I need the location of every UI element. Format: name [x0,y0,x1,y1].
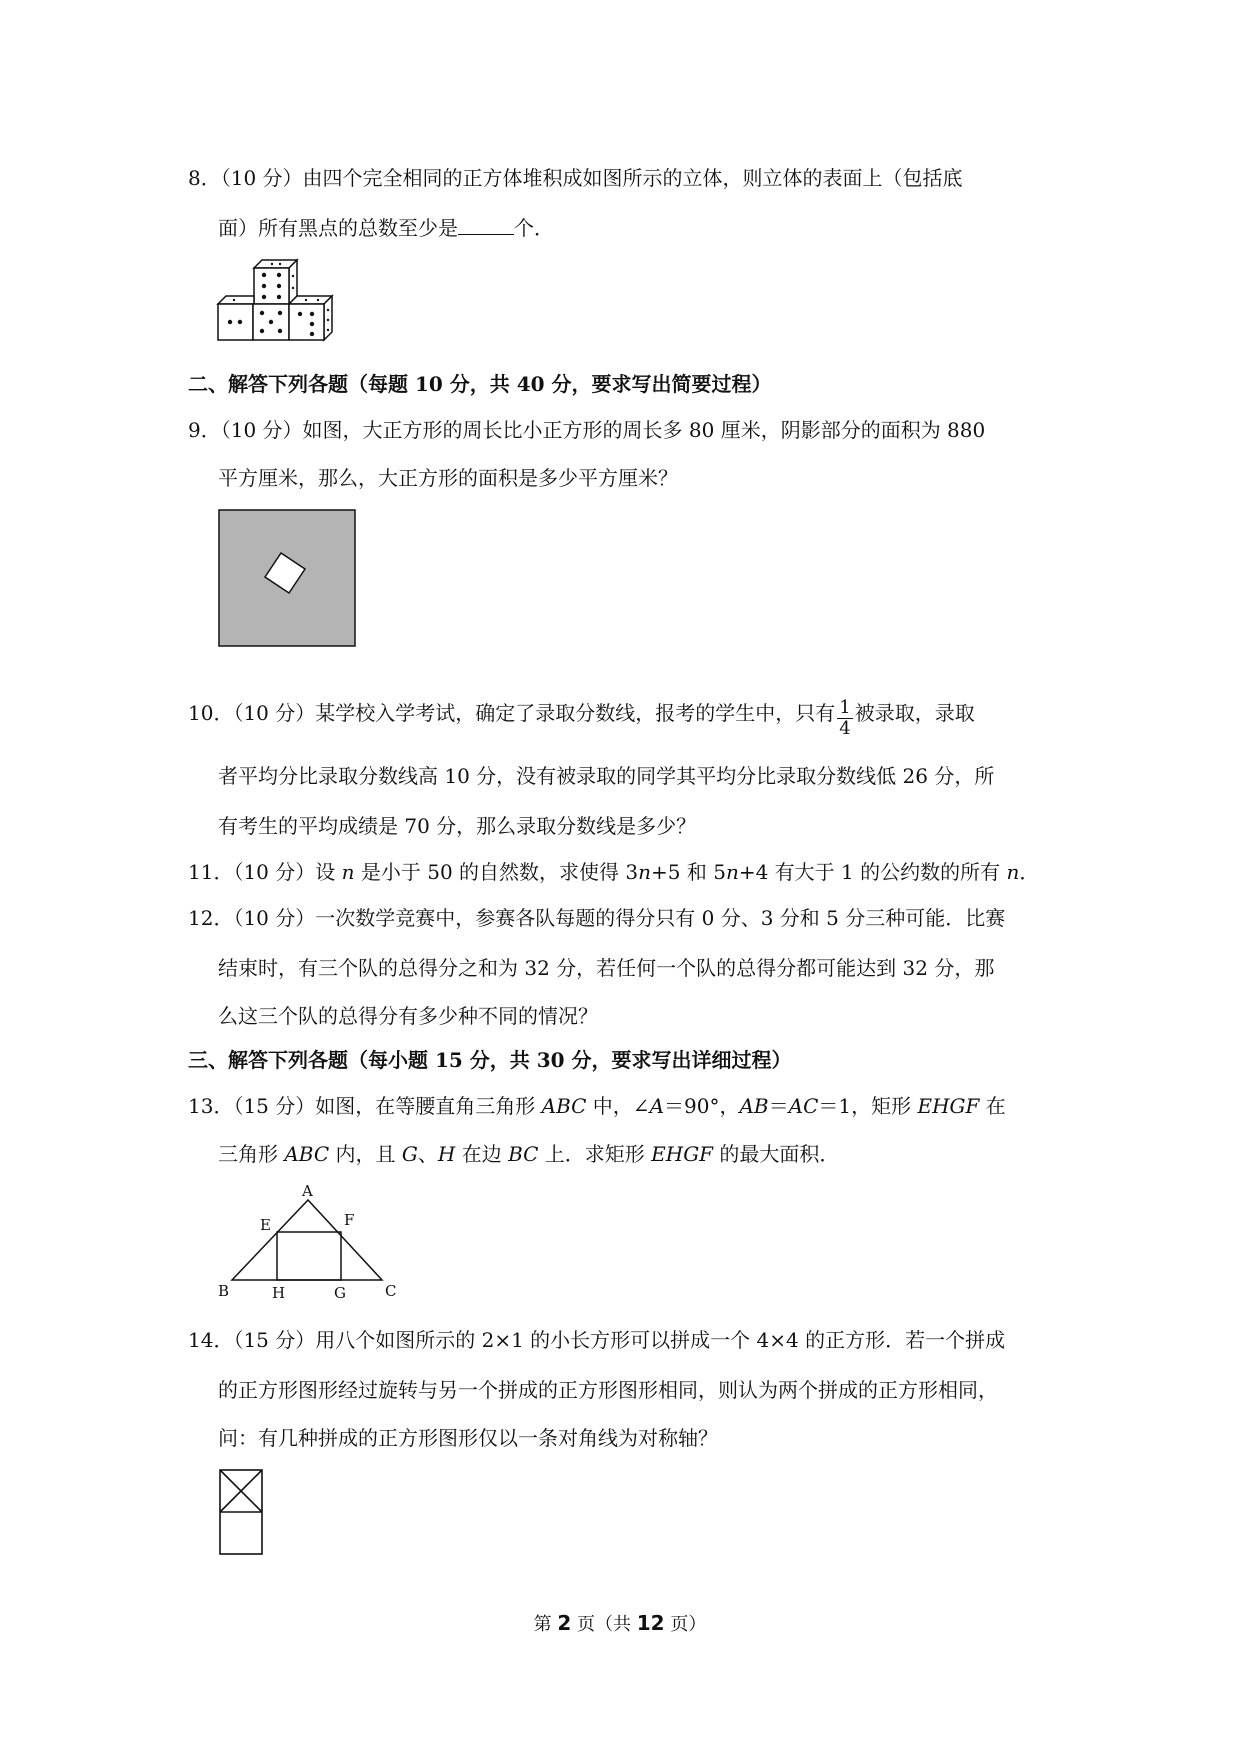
q11-text: +4 有大于 1 的公约数的所有 [738,860,1007,884]
q8-line2 [218,214,554,242]
q12-line3: 么这三个队的总得分有多少种不同的情况？ [218,1004,598,1028]
q13-text: ＝90°， [664,1094,740,1118]
q8-text-2: 面）所有黑点的总数至少是 [218,216,458,240]
var-ac: AC [788,1094,819,1118]
q13-text: 在 [979,1094,1006,1118]
var-g: G [401,1142,418,1166]
q13-line1 [188,1092,1006,1120]
domino-figure [218,1468,266,1558]
label-b: B [218,1282,230,1300]
q12-text: （10 分）一次数学竞赛中，参赛各队每题的得分只有 0 分、3 分和 5 分三种可能．比赛 [233,906,1006,930]
triangle-rectangle-figure [210,1180,410,1300]
triangle-abc [232,1200,382,1280]
label-e: E [260,1216,271,1234]
q13-text: 三角形 [218,1142,285,1166]
var-n: n [341,860,355,884]
section-3-heading: 三、解答下列各题（每小题 15 分，共 30 分，要求写出详细过程） [188,1048,792,1072]
page-footer [0,1610,1240,1636]
footer-text: 页（共 [571,1614,637,1635]
q10-line3: 有考生的平均成绩是 70 分，那么录取分数线是多少？ [218,814,697,838]
q14-number: 14． [188,1328,234,1352]
fraction-denominator: 4 [839,718,851,739]
label-c: C [385,1282,397,1300]
footer-text: 第 [533,1614,558,1635]
q13-text: （15 分）如图，在等腰直角三角形 [233,1094,542,1118]
q12-number: 12． [188,906,234,930]
q10-line1 [188,694,975,739]
label-a: A [302,1182,313,1200]
q9-text: （10 分）如图，大正方形的周长比小正方形的周长多 80 厘米，阴影部分的面积为 880 [220,418,986,442]
rectangle-ehgf [277,1232,341,1280]
q13-text: 在边 [455,1142,509,1166]
label-h: H [272,1284,286,1300]
var-bc: BC [508,1142,539,1166]
var-n: n [1006,860,1020,884]
q12-line2: 结束时，有三个队的总得分之和为 32 分，若任何一个队的总得分都可能达到 32 分，那 [218,956,995,980]
fraction [837,698,852,739]
q14-line3: 问：有几种拼成的正方形图形仅以一条对角线为对称轴？ [218,1426,718,1450]
q9-line2: 平方厘米，那么，大正方形的面积是多少平方厘米？ [218,466,678,490]
var-n: n [638,860,652,884]
q13-text: ＝ [768,1094,789,1118]
q13-text: 中，∠ [586,1094,650,1118]
q10-number: 10． [188,701,234,725]
var-h: H [437,1142,456,1166]
q13-text: ＝1，矩形 [818,1094,918,1118]
footer-text: 页） [664,1614,707,1635]
page-number: 2 [557,1611,572,1635]
var-a: A [649,1094,665,1118]
q8-text-3: 个． [514,216,554,240]
q8-text: （10 分）由四个完全相同的正方体堆积成如图所示的立体，则立体的表面上（包括底 [220,166,963,190]
q11-line1 [188,858,1039,886]
var-n: n [725,860,739,884]
q9-line1 [188,416,985,444]
q13-text: 、 [417,1142,438,1166]
q13-line2 [218,1140,839,1168]
q8-number: 8． [188,166,221,190]
squares-figure [218,509,358,649]
q10-text-2: 被录取，录取 [854,701,975,725]
q13-text: 上．求矩形 [538,1142,652,1166]
q10-line2: 者平均分比录取分数线高 10 分，没有被录取的同学其平均分比录取分数线低 26 分，所 [218,764,995,788]
q11-text: ． [1019,860,1040,884]
q14-line1 [188,1326,1005,1354]
var-abc: ABC [284,1142,330,1166]
q14-line2: 的正方形图形经过旋转与另一个拼成的正方形图形相同，则认为两个拼成的正方形相同， [218,1378,998,1402]
q11-number: 11． [188,860,234,884]
q12-line1 [188,904,1005,932]
q14-text: （15 分）用八个如图所示的 2×1 的小长方形可以拼成一个 4×4 的正方形．若一个拼成 [233,1328,1006,1352]
fraction-numerator: 1 [839,697,851,718]
answer-blank [458,214,514,235]
label-f: F [344,1211,355,1229]
q9-number: 9． [188,418,221,442]
var-abc: ABC [541,1094,587,1118]
q10-text: （10 分）某学校入学考试，确定了录取分数线，报考的学生中，只有 [233,701,836,725]
var-ehgf: EHGF [917,1094,980,1118]
total-pages: 12 [636,1611,665,1635]
section-2-heading: 二、解答下列各题（每题 10 分，共 40 分，要求写出简要过程） [188,372,772,396]
q11-text: （10 分）设 [233,860,342,884]
q13-text: 的最大面积． [713,1142,840,1166]
q11-text: 是小于 50 的自然数，求使得 3 [354,860,639,884]
var-ab: AB [739,1094,769,1118]
q13-number: 13． [188,1094,234,1118]
q8-line1 [188,164,963,192]
label-g: G [334,1284,346,1300]
q11-text: +5 和 5 [651,860,726,884]
q13-text: 内，且 [329,1142,402,1166]
var-ehgf: EHGF [651,1142,714,1166]
dice-stack-figure [214,258,344,350]
